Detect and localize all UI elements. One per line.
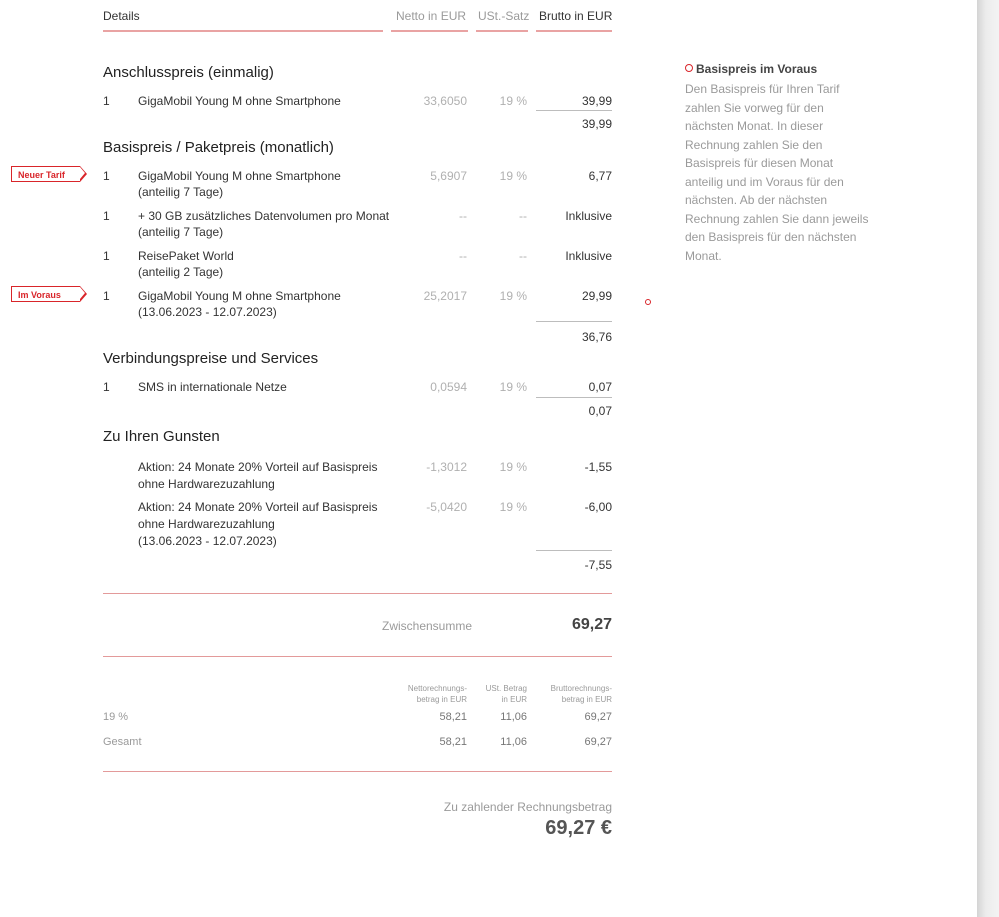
page-edge-shadow <box>977 0 999 917</box>
sidebar-note-title: Basispreis im Voraus <box>685 62 817 76</box>
item-description-detail: (anteilig 2 Tage) <box>138 265 224 279</box>
item-qty: 1 <box>103 249 110 263</box>
item-description: GigaMobil Young M ohne Smartphone <box>138 169 341 183</box>
header-rule-brutto <box>536 30 612 32</box>
item-description-detail: ohne Hardwarezuzahlung <box>138 477 275 491</box>
payable-label: Zu zahlender Rechnungsbetrag <box>443 800 612 814</box>
item-qty: 1 <box>103 94 110 108</box>
vat-row-label: 19 % <box>103 711 129 723</box>
item-gross: 29,99 <box>581 289 612 303</box>
sum-rule <box>536 110 612 111</box>
item-description-detail: ohne Hardwarezuzahlung <box>138 517 275 531</box>
item-description: GigaMobil Young M ohne Smartphone <box>138 289 341 303</box>
tag-neuer-tarif: Neuer Tarif <box>11 166 80 182</box>
vat-col-gross-header: Bruttorechnungs- betrag in EUR <box>550 684 612 704</box>
item-description-period: (13.06.2023 - 12.07.2023) <box>138 534 277 548</box>
subtotal-value: 69,27 <box>571 616 612 633</box>
note-ring-icon <box>685 64 693 72</box>
vat-row-gross: 69,27 <box>584 711 612 723</box>
item-description: GigaMobil Young M ohne Smartphone <box>138 94 341 108</box>
sum-rule <box>536 397 612 398</box>
section-total-anschluss: 39,99 <box>581 117 612 131</box>
header-details: Details <box>103 9 140 23</box>
section-total-gunsten: -7,55 <box>584 558 612 572</box>
section-total-verbindung: 0,07 <box>588 404 612 418</box>
item-net: 33,6050 <box>423 94 467 108</box>
item-net: -- <box>459 209 467 223</box>
vat-col-net-header: Nettorechnungs- betrag in EUR <box>407 684 467 704</box>
item-vat: 19 % <box>499 94 527 108</box>
item-vat: 19 % <box>499 500 527 514</box>
section-total-basis: 36,76 <box>581 330 612 344</box>
item-description: + 30 GB zusätzliches Datenvolumen pro Monat <box>138 209 390 223</box>
header-ust: USt.-Satz <box>478 9 530 23</box>
item-gross: Inklusive <box>565 249 612 263</box>
item-description: Aktion: 24 Monate 20% Vorteil auf Basispreis <box>138 460 378 474</box>
item-vat: 19 % <box>499 380 527 394</box>
header-brutto: Brutto in EUR <box>539 9 613 23</box>
item-description: ReisePaket World <box>138 249 234 263</box>
header-rule-ust <box>476 30 528 32</box>
item-gross: Inklusive <box>565 209 612 223</box>
subtotal-label: Zwischensumme <box>382 619 473 633</box>
item-gross: 0,07 <box>588 380 612 394</box>
item-net: -1,3012 <box>426 460 467 474</box>
item-description: SMS in internationale Netze <box>138 380 287 394</box>
item-qty: 1 <box>103 380 110 394</box>
item-qty: 1 <box>103 209 110 223</box>
section-title-gunsten: Zu Ihren Gunsten <box>103 428 220 445</box>
note-marker-icon <box>645 292 651 310</box>
item-description-detail: (13.06.2023 - 12.07.2023) <box>138 305 277 319</box>
item-qty: 1 <box>103 169 110 183</box>
item-qty: 1 <box>103 289 110 303</box>
item-vat: -- <box>519 209 527 223</box>
vat-total-label: Gesamt <box>103 736 142 748</box>
item-gross: -6,00 <box>584 500 612 514</box>
item-description-detail: (anteilig 7 Tage) <box>138 185 224 199</box>
sum-rule <box>536 321 612 322</box>
sidebar-note-text: Den Basispreis für Ihren Tarif zahlen Sie vorweg für den nächsten Monat. In dieser Rechnung zahlen Sie den Basispreis für diesen Monat anteilig und im Voraus für den nächsten. Ab der nächsten Rechnung zahlen Sie dann jeweils den Basispreis für den nächsten Monat. <box>685 82 869 263</box>
section-title-anschluss: Anschlusspreis (einmalig) <box>103 64 274 81</box>
vat-row-vat: 11,06 <box>500 711 527 723</box>
item-gross: -1,55 <box>584 460 612 474</box>
item-vat: 19 % <box>499 169 527 183</box>
item-description: Aktion: 24 Monate 20% Vorteil auf Basispreis <box>138 500 378 514</box>
item-vat: 19 % <box>499 289 527 303</box>
vat-total-net: 58,21 <box>439 736 467 748</box>
payable-amount: 69,27 € <box>545 817 612 839</box>
item-net: -5,0420 <box>426 500 467 514</box>
vat-rule-bottom <box>103 771 612 772</box>
section-title-basis: Basispreis / Paketpreis (monatlich) <box>103 139 334 156</box>
item-net: -- <box>459 249 467 263</box>
item-net: 5,6907 <box>430 169 467 183</box>
item-net: 25,2017 <box>423 289 467 303</box>
vat-total-vat: 11,06 <box>500 736 527 748</box>
subtotal-rule-bottom <box>103 656 612 657</box>
header-netto: Netto in EUR <box>396 9 467 23</box>
vat-total-gross: 69,27 <box>584 736 612 748</box>
item-description-detail: (anteilig 7 Tage) <box>138 225 224 239</box>
header-rule-details <box>103 30 383 32</box>
tag-im-voraus: Im Voraus <box>11 286 80 302</box>
subtotal-rule-top <box>103 593 612 594</box>
section-title-verbindung: Verbindungspreise und Services <box>103 350 319 367</box>
vat-row-net: 58,21 <box>439 711 467 723</box>
header-rule-netto <box>391 30 468 32</box>
item-net: 0,0594 <box>430 380 467 394</box>
vat-col-vat-header: USt. Betrag in EUR <box>485 684 527 704</box>
sum-rule <box>536 550 612 551</box>
item-gross: 6,77 <box>588 169 612 183</box>
item-vat: -- <box>519 249 527 263</box>
item-vat: 19 % <box>499 460 527 474</box>
item-gross: 39,99 <box>581 94 612 108</box>
